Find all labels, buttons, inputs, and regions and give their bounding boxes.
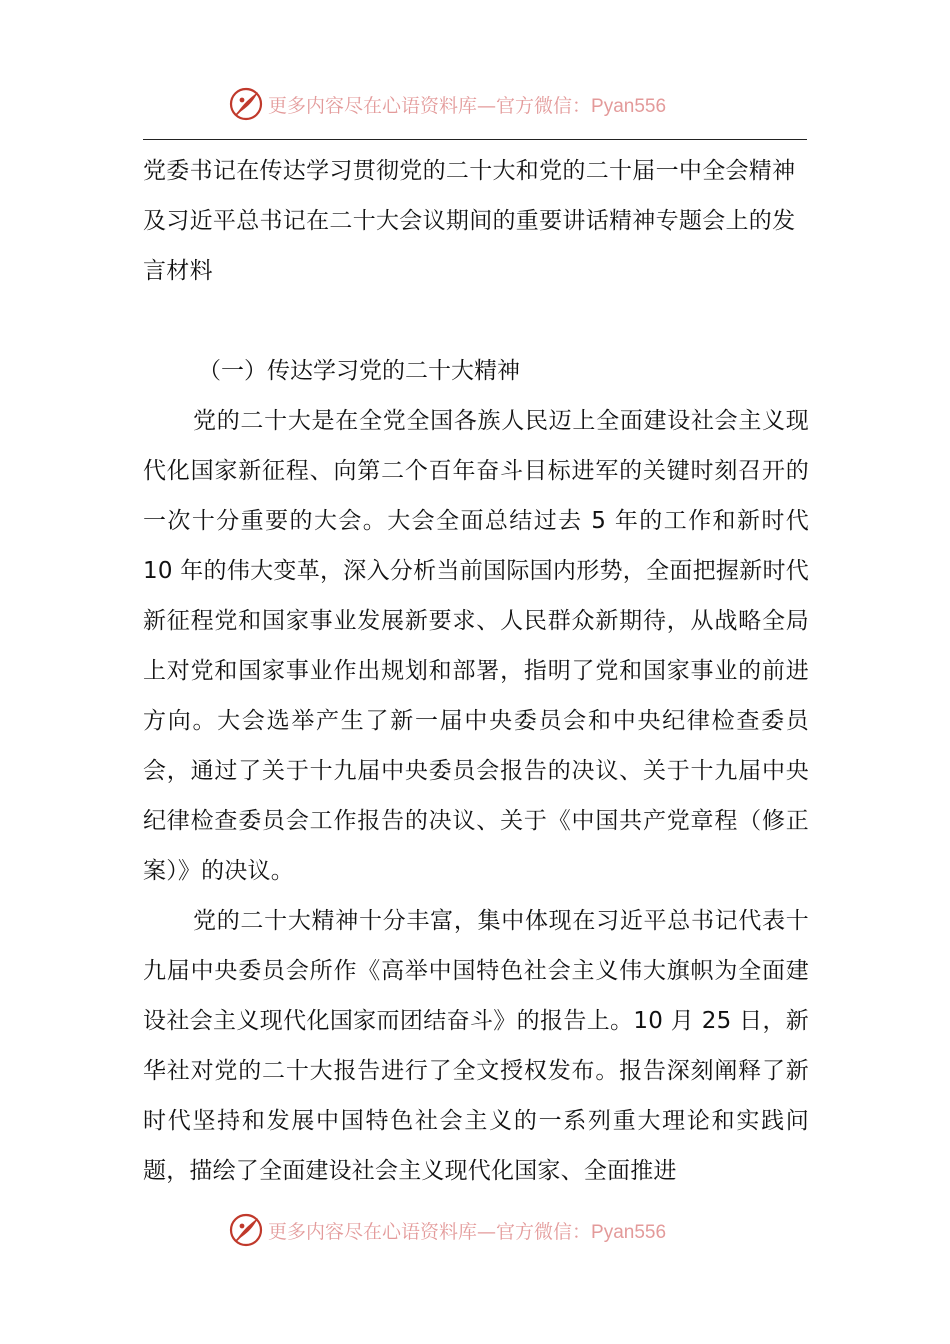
document-body [143, 146, 809, 1196]
watermark-id: Pyan556 [591, 95, 667, 117]
paragraph-2: 党的二十大精神十分丰富，集中体现在习近平总书记代表十九届中央委员会所作《高举中国特色社会主义伟大旗帜为全面建设社会主义现代化国家而团结奋斗》的报告上。10 月 25 日，新华社对党的二十大报告进行了全文授权发布。报告深刻阐释了新时代坚持和发展中国特色社会主义的一系列重大理论和实践问题，描绘了全面建设社会主义现代化国家、全面推进 [143, 908, 809, 1184]
quill-logo-icon [228, 86, 264, 122]
paragraph-1: 党的二十大是在全党全国各族人民迈上全面建设社会主义现代化国家新征程、向第二个百年奋斗目标进军的关键时刻召开的一次十分重要的大会。大会全面总结过去 5 年的工作和新时代 10 年的伟大变革，深入分析当前国际国内形势，全面把握新时代新征程党和国家事业发展新要求、人民群众新期待，从战略全局上对党和国家事业作出规划和部署，指明了党和国家事业的前进方向。大会选举产生了新一届中央委员会和中央纪律检查委员会，通过了关于十九届中央委员会报告的决议、关于十九届中央纪律检查委员会工作报告的决议、关于《中国共产党章程（修正案）》的决议。 [143, 408, 809, 884]
watermark-id: Pyan556 [591, 1221, 667, 1243]
quill-logo-icon [228, 1212, 264, 1248]
section-heading: （一）传达学习党的二十大精神 [198, 358, 520, 384]
header-watermark [228, 84, 666, 124]
document-title: 党委书记在传达学习贯彻党的二十大和党的二十届一中全会精神及习近平总书记在二十大会议期间的重要讲话精神专题会上的发言材料 [143, 158, 796, 284]
watermark-text: 更多内容尽在心语资料库—官方微信：Pyan556 [268, 94, 667, 117]
watermark-text: 更多内容尽在心语资料库—官方微信：Pyan556 [268, 1220, 667, 1243]
header-divider [143, 139, 807, 140]
footer-watermark [228, 1210, 666, 1250]
